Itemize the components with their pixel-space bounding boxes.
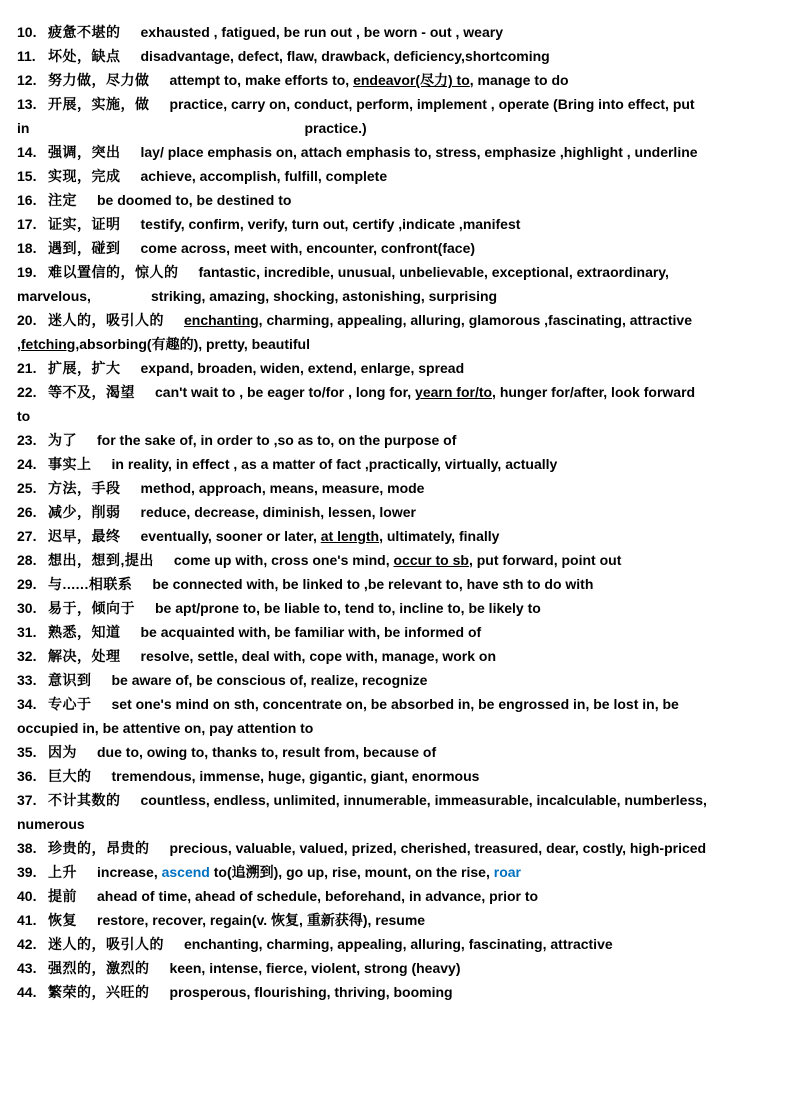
vocab-continuation-line — [17, 716, 776, 740]
item-number: 13. — [17, 96, 37, 112]
chinese-term: 提前 — [48, 888, 77, 904]
chinese-term: 强调，突出 — [48, 144, 121, 160]
item-number: 12. — [17, 72, 37, 88]
chinese-term: 繁荣的，兴旺的 — [48, 984, 150, 1000]
english-synonyms: ahead of time, ahead of schedule, beforehand, in advance, prior to — [97, 888, 539, 904]
english-synonyms: attempt to, make efforts to, — [169, 72, 354, 88]
vocab-item-line — [17, 44, 776, 68]
item-number: 23. — [17, 432, 37, 448]
vocab-item-line — [17, 188, 776, 212]
english-synonyms: , put forward, point out — [468, 552, 622, 568]
item-number: 26. — [17, 504, 37, 520]
english-synonyms: in — [17, 120, 30, 136]
english-synonyms: set one's mind on sth, concentrate on, be absorbed in, be engrossed in, be lost in, be — [111, 696, 679, 712]
vocab-item-line — [17, 572, 776, 596]
chinese-term: 恢复 — [48, 912, 77, 928]
vocab-item-line — [17, 380, 776, 404]
english-synonyms: resolve, settle, deal with, cope with, manage, work on — [140, 648, 497, 664]
english-synonym-underlined: at length, — [320, 528, 383, 544]
english-synonyms: expand, broaden, widen, extend, enlarge, spread — [140, 360, 465, 376]
chinese-term: 解决，处理 — [48, 648, 121, 664]
item-number: 15. — [17, 168, 37, 184]
item-number: 27. — [17, 528, 37, 544]
english-synonyms: , manage to do — [469, 72, 569, 88]
chinese-term: 珍贵的，昂贵的 — [48, 840, 150, 856]
chinese-term: 疲惫不堪的 — [48, 24, 121, 40]
chinese-term: 与......相联系 — [48, 576, 133, 592]
vocab-item-line — [17, 236, 776, 260]
item-number: 37. — [17, 792, 37, 808]
english-synonyms: , — [17, 336, 21, 352]
english-synonyms: exhausted , fatigued, be run out , be worn - out , weary — [140, 24, 503, 40]
chinese-term: 坏处，缺点 — [48, 48, 121, 64]
english-synonym-highlighted: roar — [493, 864, 521, 880]
english-synonyms: due to, owing to, thanks to, result from, because of — [97, 744, 437, 760]
english-synonyms: reduce, decrease, diminish, lessen, lower — [140, 504, 416, 520]
item-number: 21. — [17, 360, 37, 376]
vocab-item-line — [17, 308, 776, 332]
vocab-continuation-line — [17, 332, 776, 356]
english-synonyms: practice, carry on, conduct, perform, implement , operate (Bring into effect, put — [169, 96, 695, 112]
english-synonyms: method, approach, means, measure, mode — [140, 480, 425, 496]
english-synonyms: to — [17, 408, 31, 424]
vocab-item-line — [17, 836, 776, 860]
english-synonyms: ultimately, finally — [382, 528, 500, 544]
vocab-item-line — [17, 500, 776, 524]
item-number: 18. — [17, 240, 37, 256]
chinese-term: 强烈的，激烈的 — [48, 960, 150, 976]
item-number: 42. — [17, 936, 37, 952]
english-synonym-highlighted: ascend — [161, 864, 210, 880]
item-number: 28. — [17, 552, 37, 568]
chinese-term: 事实上 — [48, 456, 92, 472]
english-synonyms: disadvantage, defect, flaw, drawback, deficiency,shortcoming — [140, 48, 550, 64]
english-synonym-underlined: occur to sb — [393, 552, 469, 568]
english-synonyms: marvelous, — [17, 288, 91, 304]
chinese-term: 开展，实施，做 — [48, 96, 150, 112]
english-synonyms: restore, recover, regain(v. 恢复, 重新获得), resume — [97, 912, 426, 928]
vocab-item-line — [17, 932, 776, 956]
english-synonym-underlined: yearn for/to, — [415, 384, 496, 400]
vocab-item-line — [17, 620, 776, 644]
vocab-item-line — [17, 644, 776, 668]
vocab-item-line — [17, 428, 776, 452]
chinese-term: 迟早，最终 — [48, 528, 121, 544]
vocab-item-line — [17, 92, 776, 116]
english-synonyms: to(追溯到), go up, rise, mount, on the rise, — [209, 864, 494, 880]
english-synonyms: countless, endless, unlimited, innumerable, immeasurable, incalculable, numberless, — [140, 792, 707, 808]
english-synonyms: striking, amazing, shocking, astonishing, surprising — [150, 288, 498, 304]
english-synonyms: hunger for/after, look forward — [495, 384, 696, 400]
item-number: 20. — [17, 312, 37, 328]
chinese-term: 因为 — [48, 744, 77, 760]
item-number: 34. — [17, 696, 37, 712]
english-synonyms: , charming, appealing, alluring, glamorous ,fascinating, attractive — [258, 312, 692, 328]
english-synonyms: absorbing(有趣的), pretty, beautiful — [79, 336, 310, 352]
item-number: 35. — [17, 744, 37, 760]
chinese-term: 不计其数的 — [48, 792, 121, 808]
english-synonyms: be acquainted with, be familiar with, be informed of — [140, 624, 482, 640]
item-number: 30. — [17, 600, 37, 616]
vocab-item-line — [17, 764, 776, 788]
vocab-item-line — [17, 860, 776, 884]
item-number: 41. — [17, 912, 37, 928]
item-number: 31. — [17, 624, 37, 640]
english-synonyms: keen, intense, fierce, violent, strong (heavy) — [169, 960, 461, 976]
vocab-item-line — [17, 884, 776, 908]
english-synonym-underlined: endeavor(尽力) to — [353, 72, 470, 88]
vocab-item-line — [17, 164, 776, 188]
vocab-item-line — [17, 668, 776, 692]
item-number: 17. — [17, 216, 37, 232]
item-number: 44. — [17, 984, 37, 1000]
chinese-term: 努力做，尽力做 — [48, 72, 150, 88]
item-number: 16. — [17, 192, 37, 208]
english-synonyms: in reality, in effect , as a matter of fact ,practically, virtually, actually — [111, 456, 558, 472]
english-synonyms: enchanting, charming, appealing, alluring, fascinating, attractive — [184, 936, 613, 952]
item-number: 11. — [17, 48, 36, 64]
vocab-item-line — [17, 212, 776, 236]
english-synonyms: prosperous, flourishing, thriving, booming — [169, 984, 453, 1000]
chinese-term: 扩展，扩大 — [48, 360, 121, 376]
item-number: 39. — [17, 864, 37, 880]
english-synonyms: increase, — [97, 864, 162, 880]
chinese-term: 注定 — [48, 192, 77, 208]
chinese-term: 想出，想到,提出 — [48, 552, 154, 568]
vocab-item-line — [17, 740, 776, 764]
english-synonyms: for the sake of, in order to ,so as to, on the purpose of — [97, 432, 457, 448]
english-synonyms: be aware of, be conscious of, realize, recognize — [111, 672, 428, 688]
vocab-item-line — [17, 140, 776, 164]
vocab-item-line — [17, 476, 776, 500]
vocab-continuation-line — [17, 812, 776, 836]
english-synonyms: be apt/prone to, be liable to, tend to, incline to, be likely to — [155, 600, 541, 616]
chinese-term: 减少，削弱 — [48, 504, 121, 520]
item-number: 33. — [17, 672, 37, 688]
chinese-term: 为了 — [48, 432, 77, 448]
english-synonyms: eventually, sooner or later, — [140, 528, 321, 544]
item-number: 43. — [17, 960, 37, 976]
chinese-term: 专心于 — [48, 696, 92, 712]
vocab-continuation-line — [17, 116, 776, 140]
vocab-item-line — [17, 356, 776, 380]
item-number: 40. — [17, 888, 37, 904]
english-synonyms: come up with, cross one's mind, — [173, 552, 394, 568]
vocab-item-line — [17, 524, 776, 548]
english-synonyms: be connected with, be linked to ,be relevant to, have sth to do with — [152, 576, 594, 592]
item-number: 19. — [17, 264, 37, 280]
chinese-term: 迷人的，吸引人的 — [48, 312, 164, 328]
chinese-term: 遇到，碰到 — [48, 240, 121, 256]
chinese-term: 迷人的，吸引人的 — [48, 936, 164, 952]
item-number: 36. — [17, 768, 37, 784]
vocab-item-line — [17, 68, 776, 92]
vocab-item-line — [17, 452, 776, 476]
vocab-item-line — [17, 956, 776, 980]
english-synonyms: come across, meet with, encounter, confront(face) — [140, 240, 476, 256]
vocab-item-line — [17, 260, 776, 284]
english-synonym-underlined: enchanting — [184, 312, 259, 328]
chinese-term: 意识到 — [48, 672, 92, 688]
item-number: 25. — [17, 480, 37, 496]
vocab-list — [17, 20, 776, 1004]
chinese-term: 熟悉，知道 — [48, 624, 121, 640]
chinese-term: 难以置信的，惊人的 — [48, 264, 179, 280]
vocab-item-line — [17, 692, 776, 716]
item-number: 14. — [17, 144, 37, 160]
item-number: 22. — [17, 384, 37, 400]
english-synonyms: can't wait to , be eager to/for , long for, — [155, 384, 416, 400]
chinese-term: 实现，完成 — [48, 168, 121, 184]
vocab-item-line — [17, 788, 776, 812]
vocab-item-line — [17, 908, 776, 932]
chinese-term: 等不及，渴望 — [48, 384, 135, 400]
vocab-continuation-line — [17, 284, 776, 308]
vocab-continuation-line — [17, 404, 776, 428]
english-synonyms: testify, confirm, verify, turn out, certify ,indicate ,manifest — [140, 216, 521, 232]
vocab-item-line — [17, 596, 776, 620]
chinese-term: 易于，倾向于 — [48, 600, 135, 616]
english-synonyms: achieve, accomplish, fulfill, complete — [140, 168, 388, 184]
item-number: 38. — [17, 840, 37, 856]
item-number: 10. — [17, 24, 37, 40]
vocab-item-line — [17, 980, 776, 1004]
item-number: 24. — [17, 456, 37, 472]
english-synonym-underlined: fetching, — [20, 336, 80, 352]
english-synonyms: numerous — [17, 816, 85, 832]
chinese-term: 上升 — [48, 864, 77, 880]
chinese-term: 巨大的 — [48, 768, 92, 784]
english-synonyms: fantastic, incredible, unusual, unbelievable, exceptional, extraordinary, — [198, 264, 669, 280]
english-synonyms: precious, valuable, valued, prized, cherished, treasured, dear, costly, high-priced — [169, 840, 707, 856]
item-number: 29. — [17, 576, 37, 592]
chinese-term: 方法，手段 — [48, 480, 121, 496]
english-synonyms: practice.) — [304, 120, 367, 136]
item-number: 32. — [17, 648, 37, 664]
english-synonyms: occupied in, be attentive on, pay attention to — [17, 720, 314, 736]
chinese-term: 证实，证明 — [48, 216, 121, 232]
english-synonyms: lay/ place emphasis on, attach emphasis to, stress, emphasize ,highlight , underline — [140, 144, 698, 160]
english-synonyms: tremendous, immense, huge, gigantic, giant, enormous — [111, 768, 480, 784]
english-synonyms: be doomed to, be destined to — [97, 192, 292, 208]
vocab-item-line — [17, 20, 776, 44]
vocab-item-line — [17, 548, 776, 572]
